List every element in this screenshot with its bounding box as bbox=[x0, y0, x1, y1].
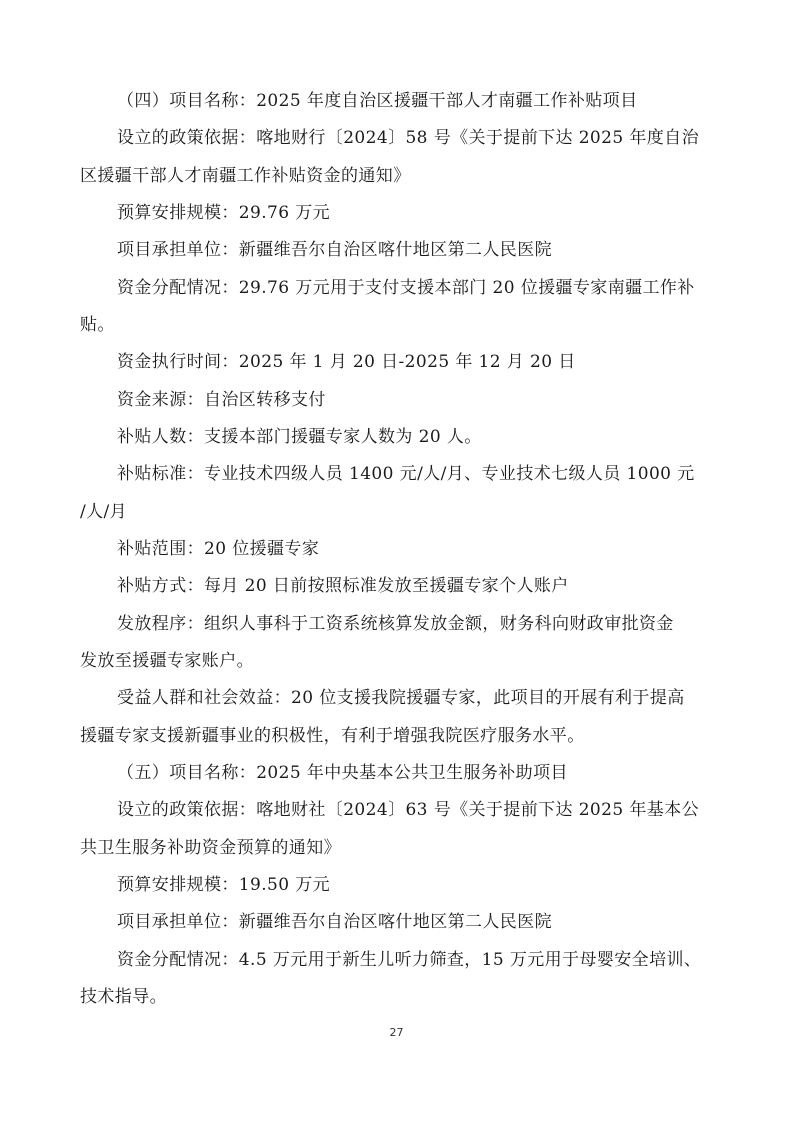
section-5-title: （五）项目名称：2025 年中央基本公共卫生服务补助项目 bbox=[117, 763, 568, 783]
section-4-undertaking-unit: 项目承担单位：新疆维吾尔自治区喀什地区第二人民医院 bbox=[117, 240, 552, 260]
section-4-policy-basis-cont: 区援疆干部人才南疆工作补贴资金的通知》 bbox=[80, 166, 411, 186]
section-5-fund-allocation-cont: 技术指导。 bbox=[80, 987, 167, 1007]
section-5-budget-scale: 预算安排规模：19.50 万元 bbox=[117, 875, 331, 895]
section-4-subsidy-standard-cont: /人/月 bbox=[80, 502, 128, 522]
section-4-issuance-procedure-cont: 发放至援疆专家账户。 bbox=[80, 651, 254, 671]
section-4-policy-basis: 设立的政策依据：喀地财行〔2024〕58 号《关于提前下达 2025 年度自治 bbox=[117, 128, 699, 148]
page-number: 27 bbox=[389, 1026, 404, 1039]
section-4-beneficiaries: 受益人群和社会效益：20 位支援我院援疆专家，此项目的开展有利于提高 bbox=[117, 688, 685, 708]
section-4-fund-allocation-cont: 贴。 bbox=[80, 315, 115, 335]
section-4-issuance-procedure: 发放程序：组织人事科于工资系统核算发放金额，财务科向财政审批资金 bbox=[117, 614, 674, 634]
section-4-subsidy-standard: 补贴标准：专业技术四级人员 1400 元/人/月、专业技术七级人员 1000 元 bbox=[117, 464, 695, 484]
section-4-beneficiaries-cont: 援疆专家支援新疆事业的积极性，有利于增强我院医疗服务水平。 bbox=[80, 726, 585, 746]
section-4-subsidy-count: 补贴人数：支援本部门援疆专家人数为 20 人。 bbox=[117, 427, 482, 447]
section-4-budget-scale: 预算安排规模：29.76 万元 bbox=[117, 203, 331, 223]
section-5-fund-allocation: 资金分配情况：4.5 万元用于新生儿听力筛查，15 万元用于母婴安全培训、 bbox=[117, 950, 702, 970]
section-4-execution-time: 资金执行时间：2025 年 1 月 20 日-2025 年 12 月 20 日 bbox=[117, 352, 576, 372]
section-4-title: （四）项目名称：2025 年度自治区援疆干部人才南疆工作补贴项目 bbox=[117, 91, 638, 111]
section-5-undertaking-unit: 项目承担单位：新疆维吾尔自治区喀什地区第二人民医院 bbox=[117, 912, 552, 932]
section-5-policy-basis-cont: 共卫生服务补助资金预算的通知》 bbox=[80, 838, 341, 858]
section-5-policy-basis: 设立的政策依据：喀地财社〔2024〕63 号《关于提前下达 2025 年基本公 bbox=[117, 800, 699, 820]
section-4-fund-allocation: 资金分配情况：29.76 万元用于支付支援本部门 20 位援疆专家南疆工作补 bbox=[117, 278, 695, 298]
section-4-subsidy-method: 补贴方式：每月 20 日前按照标准发放至援疆专家个人账户 bbox=[117, 576, 569, 596]
section-4-subsidy-scope: 补贴范围：20 位援疆专家 bbox=[117, 539, 320, 559]
section-4-fund-source: 资金来源：自治区转移支付 bbox=[117, 390, 326, 410]
